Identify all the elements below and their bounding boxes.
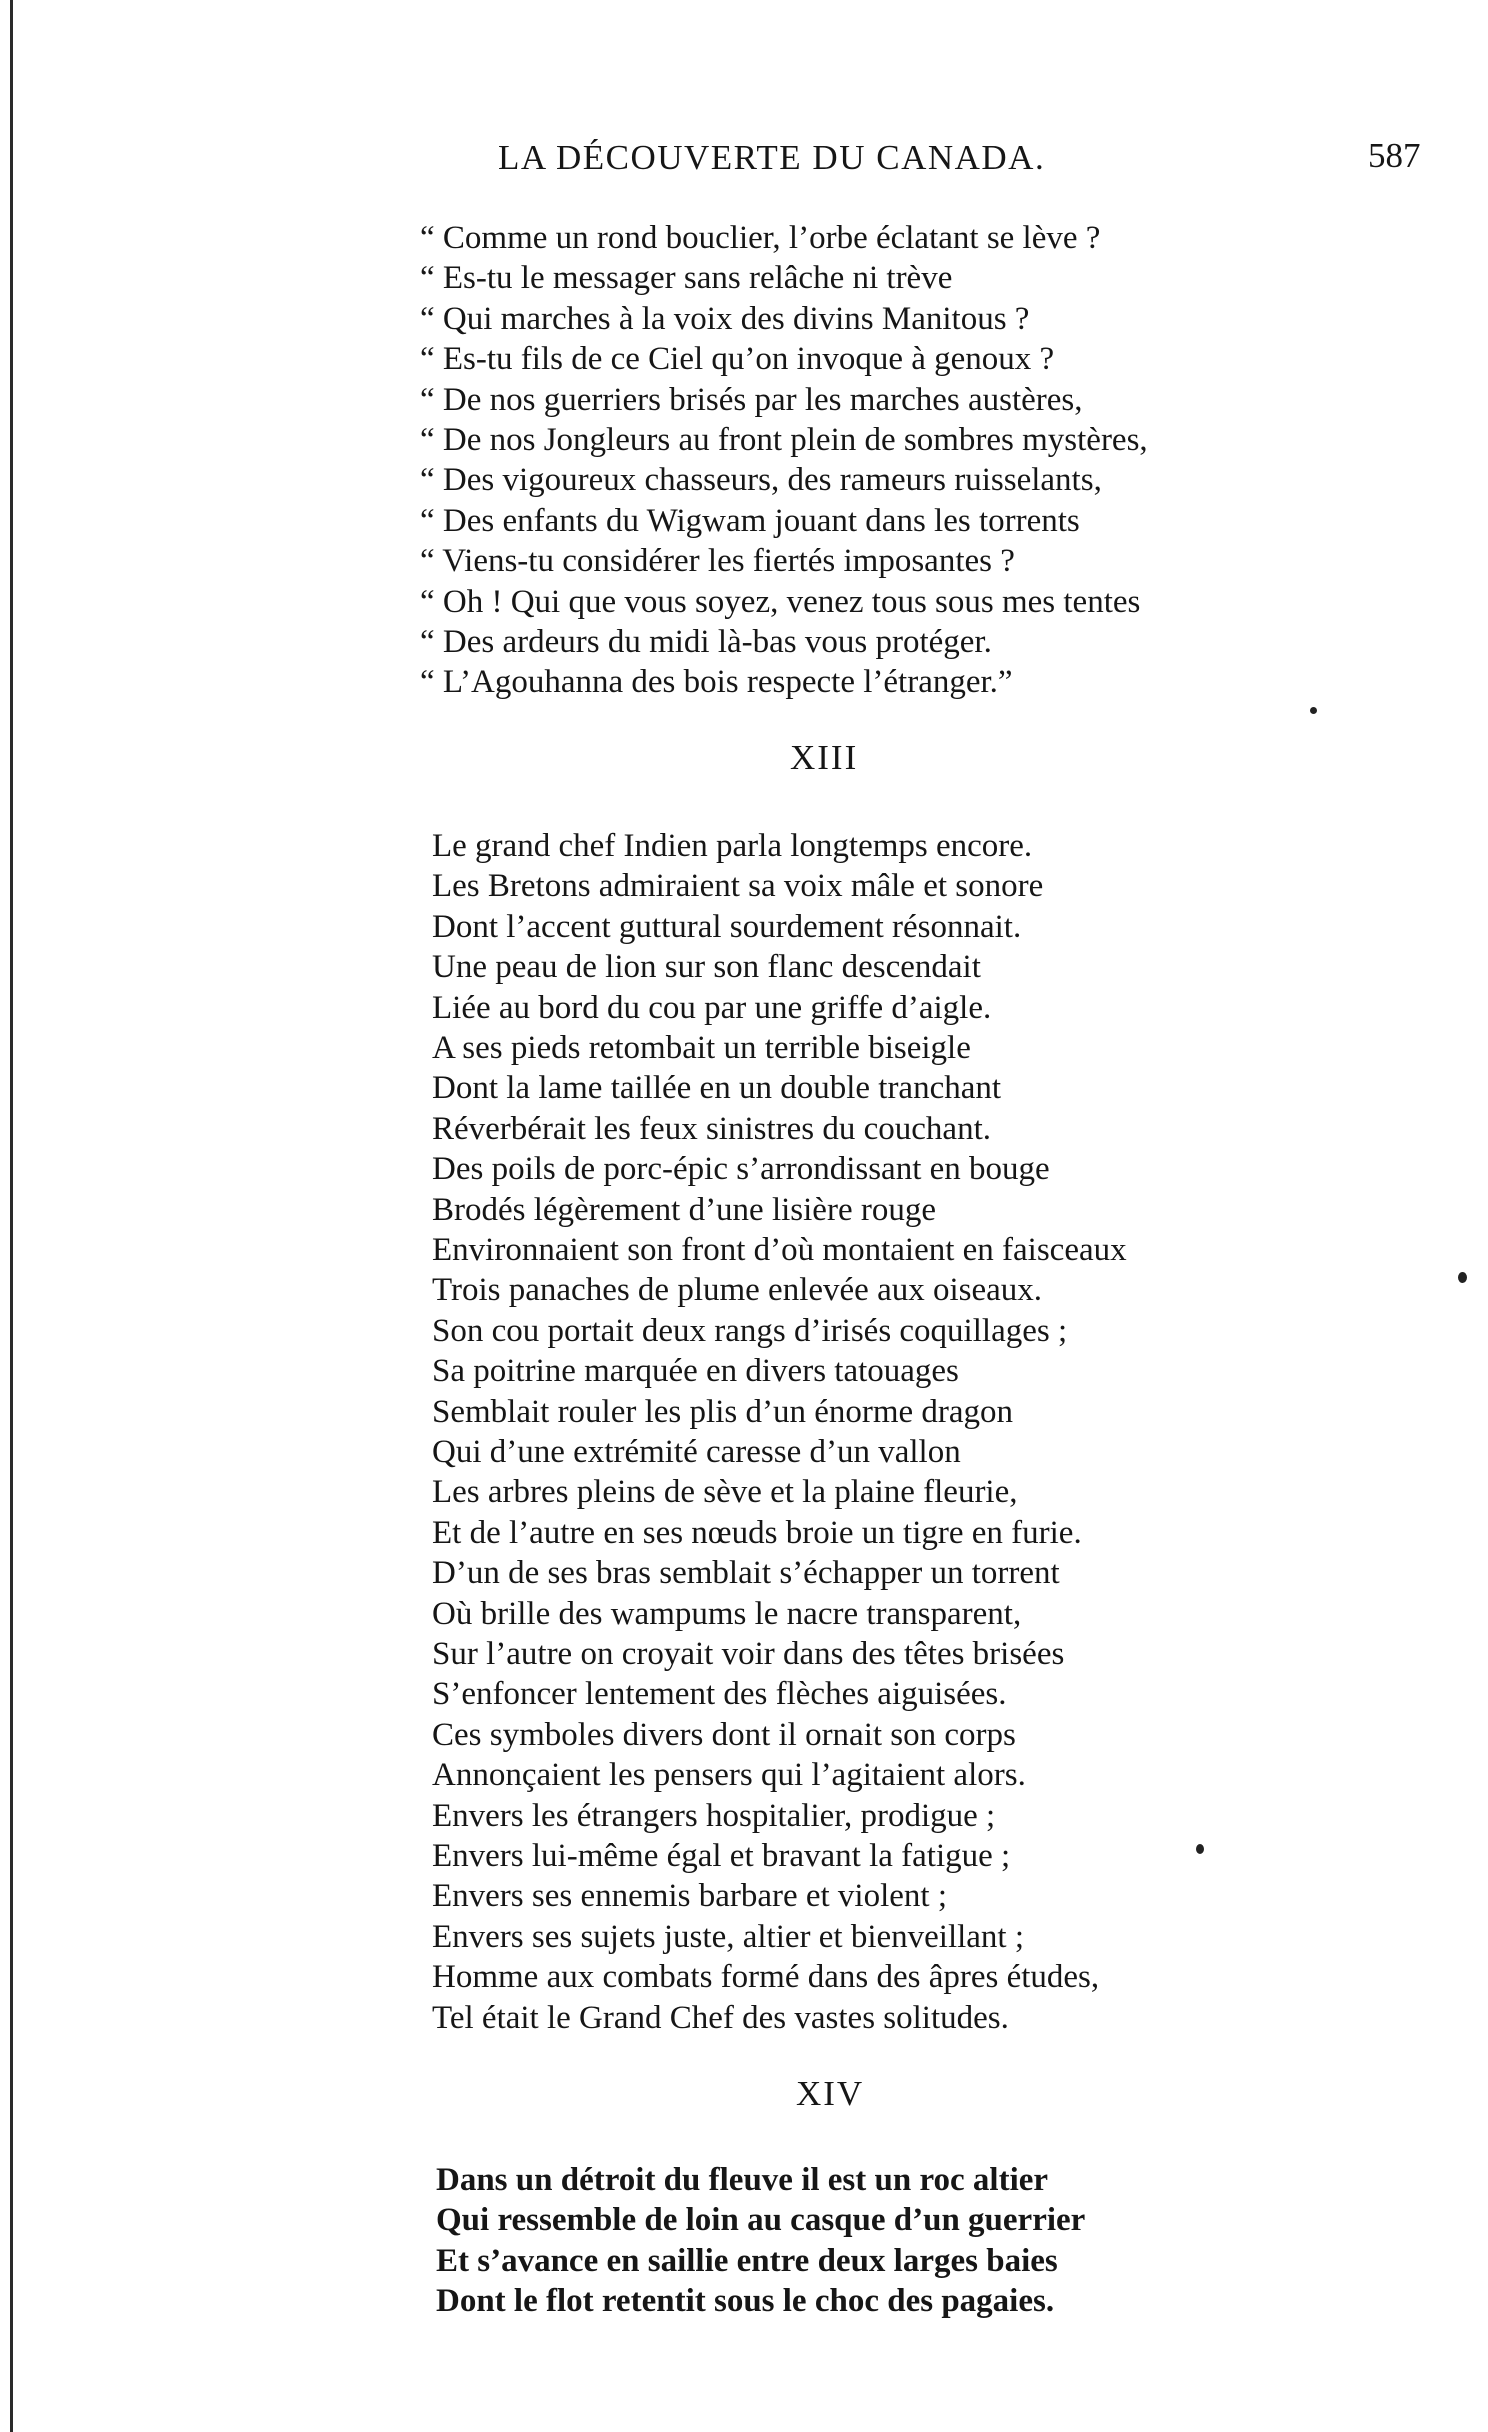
page-number: 587 [1368, 136, 1421, 175]
verse-line: “ Es-tu fils de ce Ciel qu’on invoque à genoux ? [420, 341, 1055, 378]
verse-line: “ Des ardeurs du midi là-bas vous protéger. [420, 624, 992, 660]
verse-line: “ L’Agouhanna des bois respecte l’étranger.” [420, 664, 1013, 701]
verse-line: A ses pieds retombait un terrible biseigle [432, 1030, 971, 1066]
verse-line: Tel était le Grand Chef des vastes solitudes. [432, 1999, 1009, 2036]
verse-line: Le grand chef Indien parla longtemps encore. [432, 828, 1033, 864]
verse-line: “ Oh ! Qui que vous soyez, venez tous sous mes tentes [420, 583, 1141, 620]
verse-line: “ Des enfants du Wigwam jouant dans les torrents [420, 502, 1080, 539]
verse-line: Trois panaches de plume enlevée aux oiseaux. [432, 1272, 1043, 1309]
ink-speck [1458, 1272, 1467, 1283]
verse-line: Et s’avance en saillie entre deux larges baies [436, 2242, 1058, 2279]
verse-line: Annonçaient les pensers qui l’agitaient alors. [432, 1757, 1026, 1794]
verse-line: “ Qui marches à la voix des divins Manitous ? [420, 300, 1030, 337]
verse-line: Dans un détroit du fleuve il est un roc altier [436, 2162, 1049, 2198]
ink-speck [1310, 707, 1317, 714]
verse-line: “ Es-tu le messager sans relâche ni trève [420, 260, 953, 297]
verse-line: D’un de ses bras semblait s’échapper un torrent [432, 1555, 1060, 1592]
verse-line: Une peau de lion sur son flanc descendait [432, 949, 981, 986]
verse-line: Qui ressemble de loin au casque d’un guerrier [436, 2202, 1086, 2239]
verse-line: S’enfoncer lentement des flèches aiguisées. [432, 1676, 1007, 1713]
verse-line: “ Comme un rond bouclier, l’orbe éclatant se lève ? [420, 220, 1101, 256]
verse-line: Les arbres pleins de sève et la plaine fleurie, [432, 1474, 1018, 1511]
verse-line: Dont la lame taillée en un double tranchant [432, 1070, 1002, 1107]
verse-line: Et de l’autre en ses nœuds broie un tigre en furie. [432, 1514, 1082, 1551]
section-numeral-xiii: XIII [790, 738, 859, 777]
running-title: LA DÉCOUVERTE DU CANADA. [498, 138, 1046, 177]
verse-line: “ De nos guerriers brisés par les marches austères, [420, 381, 1083, 418]
verse-line: Envers les étrangers hospitalier, prodigue ; [432, 1797, 996, 1834]
verse-line: Brodés légèrement d’une lisière rouge [432, 1191, 936, 1228]
verse-line: Dont le flot retentit sous le choc des pagaies. [436, 2283, 1055, 2320]
verse-line: Les Bretons admiraient sa voix mâle et sonore [432, 868, 1044, 905]
verse-line: Dont l’accent guttural sourdement résonnait. [432, 908, 1022, 945]
verse-line: “ De nos Jongleurs au front plein de sombres mystères, [420, 422, 1148, 458]
section-numeral-xiv: XIV [796, 2074, 865, 2113]
verse-line: Liée au bord du cou par une griffe d’aigle. [432, 989, 992, 1026]
verse-line: Où brille des wampums le nacre transparent, [432, 1595, 1022, 1632]
verse-line: “ Viens-tu considérer les fiertés imposantes ? [420, 543, 1015, 580]
verse-line: Envers ses sujets juste, altier et bienveillant ; [432, 1918, 1025, 1955]
verse-line: “ Des vigoureux chasseurs, des rameurs ruisselants, [420, 462, 1102, 499]
verse-line: Réverbérait les feux sinistres du couchant. [432, 1110, 991, 1147]
verse-line: Son cou portait deux rangs d’irisés coquillages ; [432, 1312, 1068, 1349]
verse-line: Homme aux combats formé dans des âpres études, [432, 1959, 1100, 1996]
verse-line: Environnaient son front d’où montaient en faisceaux [432, 1232, 1127, 1268]
verse-line: Sa poitrine marquée en divers tatouages [432, 1353, 959, 1390]
ink-speck [1196, 1844, 1204, 1854]
verse-line: Envers ses ennemis barbare et violent ; [432, 1878, 947, 1915]
binding-edge [10, 0, 13, 2432]
verse-line: Envers lui-même égal et bravant la fatigue ; [432, 1838, 1011, 1874]
verse-line: Qui d’une extrémité caresse d’un vallon [432, 1434, 961, 1470]
verse-line: Ces symboles divers dont il ornait son corps [432, 1716, 1016, 1753]
verse-line: Semblait rouler les plis d’un énorme dragon [432, 1393, 1014, 1430]
verse-line: Des poils de porc-épic s’arrondissant en bouge [432, 1151, 1050, 1188]
verse-line: Sur l’autre on croyait voir dans des têtes brisées [432, 1636, 1065, 1672]
